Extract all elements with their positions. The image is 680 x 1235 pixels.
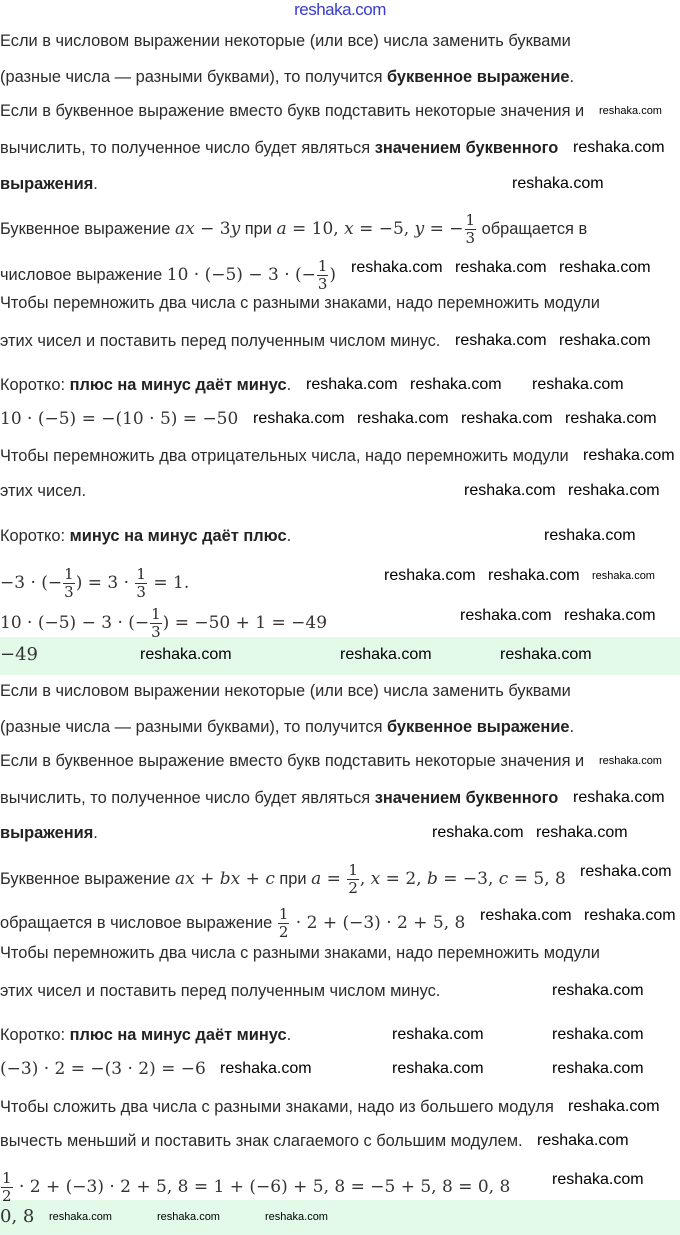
- text-line: [0, 566, 189, 601]
- watermark-text: reshaka.com: [464, 482, 556, 499]
- numerator: 1: [151, 605, 161, 623]
- text: Чтобы перемножить два числа с разными знаками, надо перемножить модули: [0, 944, 600, 962]
- math-variable: b: [426, 868, 438, 889]
- watermark-text: reshaka.com: [565, 410, 657, 427]
- math: = −3,: [437, 868, 499, 889]
- watermark-text: reshaka.com: [455, 259, 547, 276]
- math: = 1.: [147, 572, 190, 593]
- answer-value: −49: [0, 644, 38, 665]
- text-line: [0, 788, 558, 808]
- bold-term: плюс на минус даёт минус: [69, 1026, 287, 1044]
- watermark-text: reshaka.com: [461, 410, 553, 427]
- math: ,: [359, 868, 371, 889]
- watermark-text: reshaka.com: [49, 1211, 112, 1223]
- text-line: [0, 1170, 510, 1205]
- text: Чтобы сложить два числа с разными знаками, надо из большего модуля: [0, 1098, 554, 1116]
- text: Если в буквенное выражение вместо букв подставить некоторые значения и: [0, 102, 585, 120]
- text: этих чисел.: [0, 482, 86, 500]
- text-line: [0, 212, 587, 247]
- bold-term: значением буквенного: [374, 789, 559, 807]
- watermark-text: reshaka.com: [599, 105, 662, 117]
- text: .: [569, 718, 575, 736]
- math: − 3: [194, 218, 231, 239]
- numerator: 1: [317, 257, 328, 275]
- text: Чтобы перемножить два отрицательных числа, надо перемножить модули: [0, 447, 569, 465]
- math: −3 · (−: [0, 572, 63, 593]
- watermark-text: reshaka.com: [455, 332, 547, 349]
- watermark-text: reshaka.com: [140, 646, 232, 663]
- site-header-link[interactable]: reshaka.com: [294, 0, 386, 19]
- text-line: [0, 1097, 554, 1117]
- math-variable: a: [311, 868, 322, 889]
- text: .: [286, 527, 292, 545]
- text-line: [0, 606, 327, 641]
- numerator: 1: [278, 905, 289, 923]
- numerator: 1: [465, 211, 476, 229]
- answer-value: 0, 8: [0, 1206, 35, 1227]
- text: вычесть меньший и поставить знак слагаемого с большим модулем.: [0, 1132, 523, 1150]
- text: Если в буквенное выражение вместо букв подставить некоторые значения и: [0, 752, 585, 770]
- text: Чтобы перемножить два числа с разными знаками, надо перемножить модули: [0, 294, 600, 312]
- watermark-text: reshaka.com: [552, 1026, 644, 1043]
- text: Буквенное выражение: [0, 219, 175, 238]
- watermark-text: reshaka.com: [573, 789, 665, 806]
- math: ): [329, 264, 337, 285]
- text-line: [0, 823, 98, 843]
- denominator: 3: [151, 623, 161, 641]
- watermark-text: reshaka.com: [537, 1132, 629, 1149]
- text-line: [0, 375, 291, 395]
- math-variable: y: [414, 218, 425, 239]
- text-line: [0, 681, 571, 701]
- math-variable: a: [276, 218, 287, 239]
- watermark-text: reshaka.com: [583, 447, 675, 464]
- watermark-text: reshaka.com: [568, 482, 660, 499]
- denominator: 2: [348, 879, 358, 897]
- watermark-text: reshaka.com: [559, 259, 651, 276]
- math: +: [194, 868, 220, 889]
- text: обращается в числовое выражение: [0, 913, 277, 932]
- watermark-text: reshaka.com: [306, 376, 398, 393]
- text: Если в числовом выражении некоторые (или все) числа заменить буквами: [0, 32, 571, 50]
- text: этих чисел и поставить перед полученным числом минус.: [0, 982, 441, 1000]
- math: · 2 + (−3) · 2 + 5, 8: [290, 912, 466, 933]
- text: этих чисел и поставить перед полученным числом минус.: [0, 332, 441, 350]
- math-variable: y: [230, 218, 241, 239]
- watermark-text: reshaka.com: [392, 1026, 484, 1043]
- text: (разные числа — разными буквами), то получится: [0, 68, 388, 86]
- watermark-text: reshaka.com: [564, 607, 656, 624]
- denominator: 3: [317, 275, 328, 293]
- text: .: [93, 824, 98, 842]
- numerator: 1: [64, 565, 74, 583]
- denominator: 2: [278, 923, 289, 941]
- math-variable: c: [265, 868, 275, 889]
- watermark-text: reshaka.com: [253, 410, 345, 427]
- text: .: [286, 1026, 292, 1044]
- text-line: [0, 943, 600, 963]
- watermark-text: reshaka.com: [392, 1060, 484, 1077]
- text-line: [0, 1059, 206, 1079]
- watermark-text: reshaka.com: [357, 410, 449, 427]
- fraction: [135, 566, 147, 601]
- watermark-text: reshaka.com: [351, 259, 443, 276]
- text: (разные числа — разными буквами), то получится: [0, 718, 388, 736]
- watermark-text: reshaka.com: [480, 907, 572, 924]
- watermark-text: reshaka.com: [580, 863, 672, 880]
- numerator: 1: [136, 565, 146, 583]
- watermark-text: reshaka.com: [460, 607, 552, 624]
- bold-term: буквенное выражение: [387, 718, 570, 736]
- text-line: [0, 526, 291, 546]
- math-variable: bx: [219, 868, 241, 889]
- text-line: [0, 446, 569, 466]
- text: вычислить, то полученное число будет являться: [0, 789, 375, 807]
- watermark-text: reshaka.com: [500, 646, 592, 663]
- watermark-text: reshaka.com: [552, 1171, 644, 1188]
- bold-term: выражения: [0, 824, 94, 842]
- fraction: [1, 1170, 13, 1205]
- text-line: [0, 481, 86, 501]
- fraction: [278, 906, 290, 941]
- watermark-text: reshaka.com: [599, 755, 662, 767]
- fraction: [347, 862, 359, 897]
- text-line: [0, 331, 440, 351]
- watermark-text: reshaka.com: [573, 139, 665, 156]
- text: Если в числовом выражении некоторые (или все) числа заменить буквами: [0, 682, 571, 700]
- math-variable: ax: [174, 218, 195, 239]
- watermark-text: reshaka.com: [544, 527, 636, 544]
- text: Буквенное выражение: [0, 869, 175, 888]
- watermark-text: reshaka.com: [568, 1098, 660, 1115]
- watermark-text: reshaka.com: [432, 824, 524, 841]
- math-variable: ax: [174, 868, 195, 889]
- watermark-text: reshaka.com: [340, 646, 432, 663]
- watermark-text: reshaka.com: [536, 824, 628, 841]
- watermark-text: reshaka.com: [592, 570, 655, 582]
- denominator: 2: [2, 1187, 12, 1205]
- math-variable: x: [370, 868, 381, 889]
- watermark-text: reshaka.com: [384, 567, 476, 584]
- math-variable: c: [498, 868, 509, 889]
- text-line: [0, 258, 336, 293]
- watermark-text: reshaka.com: [552, 1060, 644, 1077]
- math: · 2 + (−3) · 2 + 5, 8 = 1 + (−6) + 5, 8 = −5 + 5, 8 = 0, 8: [13, 1176, 511, 1197]
- text: вычислить, то полученное число будет являться: [0, 139, 375, 157]
- bold-term: минус на минус даёт плюс: [69, 527, 287, 545]
- math: ) = 3 ·: [75, 572, 135, 593]
- math: = −5,: [353, 218, 415, 239]
- math: =: [321, 868, 347, 889]
- bold-term: значением буквенного: [374, 139, 559, 157]
- text-line: [0, 293, 600, 313]
- math: (−3) · 2 = −(3 · 2) = −6: [0, 1059, 206, 1079]
- watermark-text: reshaka.com: [410, 376, 502, 393]
- numerator: 1: [2, 1169, 12, 1187]
- text: .: [286, 376, 292, 394]
- watermark-text: reshaka.com: [559, 332, 651, 349]
- text-line: [0, 717, 574, 737]
- text-line: [0, 31, 571, 51]
- watermark-text: reshaka.com: [157, 1211, 220, 1223]
- text-line: [0, 138, 558, 158]
- math: = 2,: [380, 868, 427, 889]
- text: Коротко:: [0, 527, 70, 545]
- watermark-text: reshaka.com: [220, 1060, 312, 1077]
- text: .: [93, 175, 98, 193]
- denominator: 3: [136, 583, 146, 601]
- text: обращается в: [477, 219, 588, 238]
- text: при: [240, 219, 277, 238]
- text-line: [0, 906, 465, 941]
- bold-term: плюс на минус даёт минус: [69, 376, 287, 394]
- text-line: [0, 1025, 291, 1045]
- watermark-text: reshaka.com: [552, 982, 644, 999]
- text: Коротко:: [0, 1026, 70, 1044]
- fraction: [63, 566, 75, 601]
- watermark-text: reshaka.com: [512, 175, 604, 192]
- watermark-text: reshaka.com: [532, 376, 624, 393]
- text-line: [0, 1131, 523, 1151]
- text-line: [0, 862, 566, 897]
- text-line: [0, 101, 584, 121]
- watermark-text: reshaka.com: [265, 1211, 328, 1223]
- math: = 10,: [286, 218, 345, 239]
- text-line: [0, 67, 574, 87]
- math: 10 · (−5) − 3 · (−: [166, 264, 316, 285]
- text-line: [0, 981, 440, 1001]
- text: при: [274, 869, 312, 888]
- text: .: [569, 68, 575, 86]
- text-line: [0, 751, 584, 771]
- math: +: [240, 868, 266, 889]
- numerator: 1: [348, 861, 358, 879]
- denominator: 3: [64, 583, 74, 601]
- math: ) = −50 + 1 = −49: [162, 612, 328, 633]
- bold-term: буквенное выражение: [387, 68, 570, 86]
- fraction: [150, 606, 162, 641]
- text: Коротко:: [0, 376, 70, 394]
- math: 10 · (−5) = −(10 · 5) = −50: [0, 409, 239, 429]
- watermark-text: reshaka.com: [488, 567, 580, 584]
- math: = 5, 8: [508, 868, 566, 889]
- bold-term: выражения: [0, 175, 94, 193]
- denominator: 3: [465, 229, 476, 247]
- text-line: [0, 174, 98, 194]
- watermark-text: reshaka.com: [584, 907, 676, 924]
- fraction: [317, 258, 329, 293]
- math: 10 · (−5) − 3 · (−: [0, 612, 150, 633]
- text: числовое выражение: [0, 265, 167, 284]
- math: = −: [424, 218, 464, 239]
- math-variable: x: [344, 218, 354, 239]
- text-line: [0, 409, 238, 429]
- fraction: [465, 212, 477, 247]
